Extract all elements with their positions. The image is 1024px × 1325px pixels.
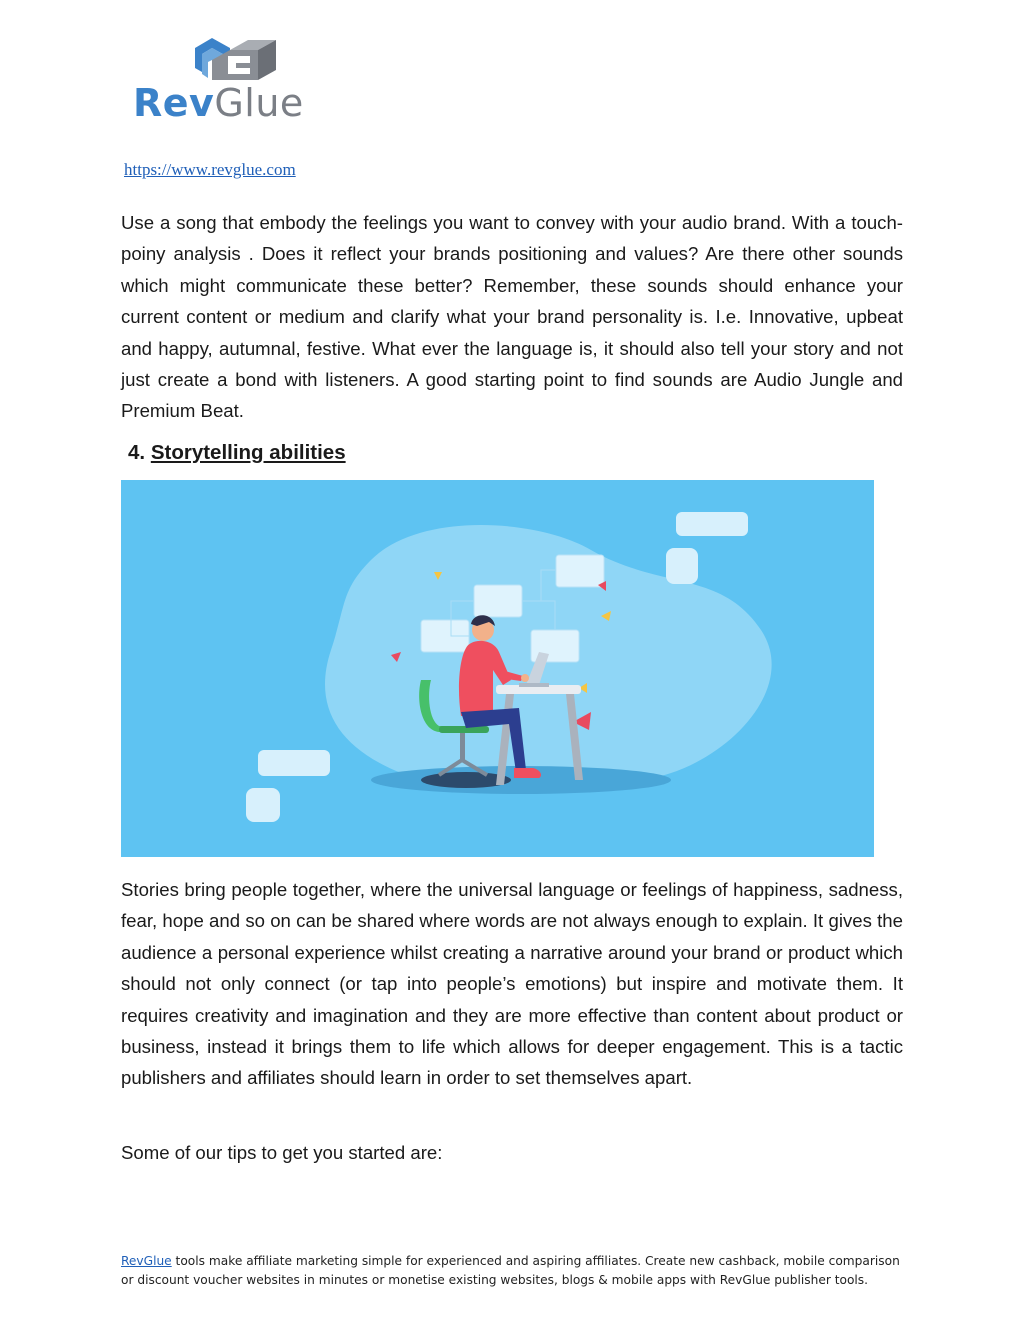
intro-paragraph: Use a song that embody the feelings you want to convey with your audio brand. With a touch-poiny analysis . Does it reflect your brands positioning and values? Are there other sounds which might communicate these better? Remember, these sounds should enhance your current content or medium and clarify what your brand personality is. I.e. Innovative, upbeat and happy, autumnal, festive. What ever the language is, it should also tell your story and not just create a bond with listeners. A good starting point to find sounds are Audio Jungle and Premium Beat. — [121, 212, 903, 422]
logo-wordmark — [133, 81, 304, 125]
footer-revglue-link[interactable]: RevGlue — [121, 1254, 172, 1268]
section-number: 4. — [128, 441, 146, 464]
site-url-link[interactable]: https://www.revglue.com — [124, 160, 296, 179]
logo-rev-text: Rev — [133, 81, 215, 125]
body-paragraph: Stories bring people together, where the universal language or feelings of happiness, sadness, fear, hope and so on can be shared where words are not always enough to explain. It gives the audience a personal experience whilst creating a narrative around your brand or product which should not only connect (or tap into people’s emotions) but inspire and motivate them. It requires creativity and imagination and they are more effective than content about product or business, instead it brings them to life which allows for deeper engagement. This is a tactic publishers and affiliates should learn in order to set themselves apart. — [121, 879, 903, 1089]
footer-description: tools make affiliate marketing simple for experienced and aspiring affiliates. Create new cashback, mobile comparison or discount voucher websites in minutes or monetise existing websites, blogs & mobile apps with RevGlue publisher tools. — [121, 1254, 900, 1287]
tips-intro: Some of our tips to get you started are: — [121, 1142, 443, 1163]
logo-glue-text: Glue — [214, 81, 304, 125]
footer-text — [121, 1252, 911, 1290]
storytelling-illustration — [121, 480, 874, 857]
section-heading — [128, 441, 346, 465]
section-title: Storytelling abilities — [150, 441, 346, 464]
